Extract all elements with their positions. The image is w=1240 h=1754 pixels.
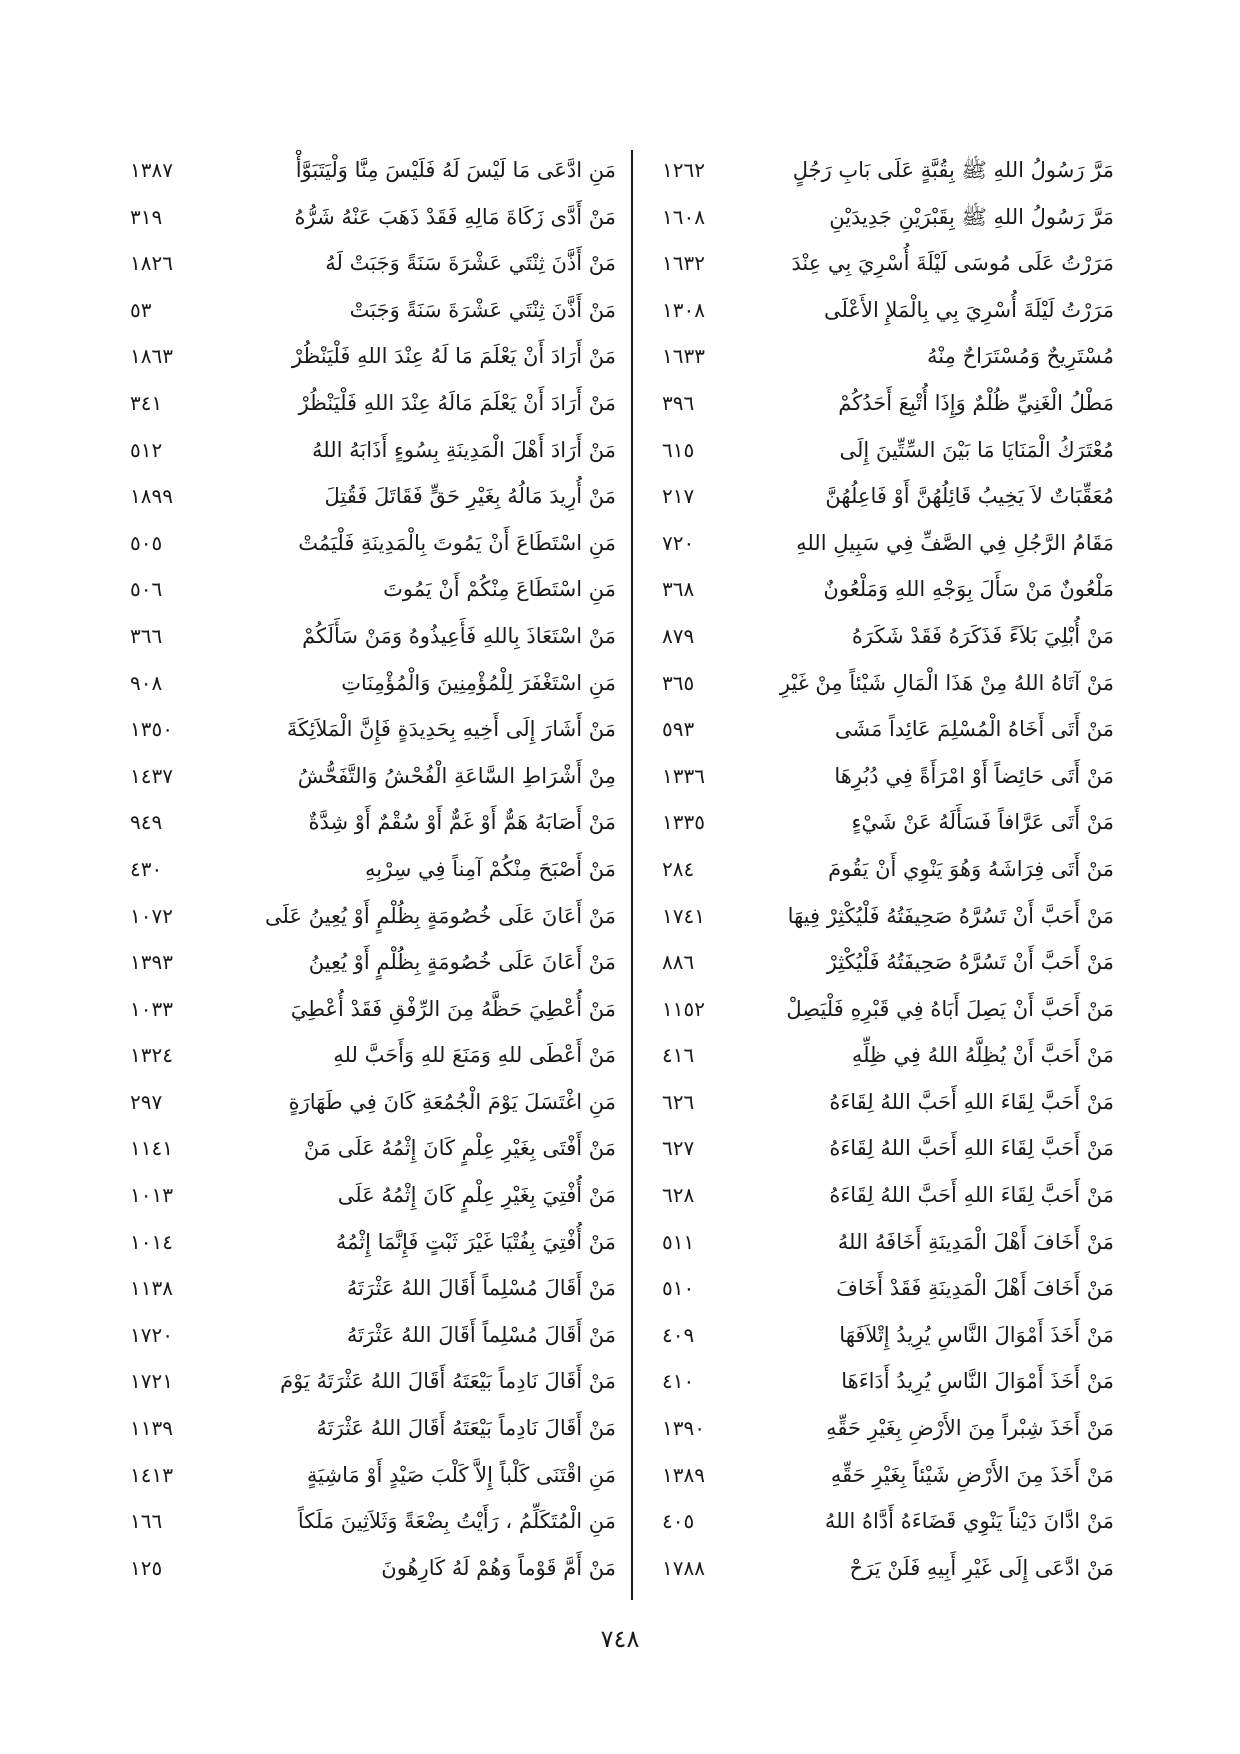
hadith-text: مَنْ أَعْطَى للهِ وَمَنَعَ للهِ وَأَحَبَّ للهِ: [333, 1043, 616, 1068]
hadith-number: ٦٢٧: [662, 1136, 695, 1161]
hadith-number: ٩٠٨: [130, 670, 163, 695]
index-entry: [130, 569, 616, 609]
hadith-text: مَنْ أَذَّنَ ثِنْتَي عَشْرَةَ سَنَةً وَجَبَتْ: [349, 297, 616, 322]
hadith-text: مَنْ أَحَبَّ لِقَاءَ اللهِ أَحَبَّ اللهُ لِقَاءَهُ: [829, 1136, 1114, 1161]
hadith-number: ٢٩٧: [130, 1089, 163, 1114]
index-entry: [130, 523, 616, 563]
hadith-text: مَرَرْتُ عَلَى مُوسَى لَيْلَةَ أُسْرِيَ بِي عِنْدَ: [791, 251, 1114, 276]
index-entry: [662, 1175, 1114, 1215]
index-entry: [130, 150, 616, 190]
index-entry: [662, 1268, 1114, 1308]
hadith-text: مَنِ اقْتَنَى كَلْباً إِلاَّ كَلْبَ صَيْدٍ أَوْ مَاشِيَةٍ: [306, 1462, 616, 1487]
hadith-number: ٤٠٥: [662, 1509, 695, 1534]
hadith-text: مَنْ أَحَبَّ أَنْ يَصِلَ أَبَاهُ فِي قَبْرِهِ فَلْيَصِلْ: [786, 996, 1114, 1021]
index-entry: [662, 1501, 1114, 1541]
hadith-number: ١٠١٣: [130, 1183, 173, 1208]
index-entry: [130, 989, 616, 1029]
index-entry: [662, 616, 1114, 656]
hadith-text: مَقَامُ الرَّجُلِ فِي الصَّفِّ فِي سَبِيلِ اللهِ: [796, 530, 1114, 555]
hadith-text: مَنْ أَقَالَ مُسْلِماً أَقَالَ اللهُ عَثْرَتَهُ: [346, 1276, 616, 1301]
hadith-number: ١٦٣٢: [662, 251, 705, 276]
hadith-text: مَنْ أَمَّ قَوْماً وَهُمْ لَهُ كَارِهُونَ: [381, 1555, 616, 1580]
hadith-text: مَنْ أَعَانَ عَلَى خُصُومَةٍ بِظُلْمٍ أَوْ يُعِينُ: [308, 950, 616, 975]
index-entry: [662, 989, 1114, 1029]
index-entry: [130, 942, 616, 982]
hadith-number: ٢٨٤: [662, 856, 695, 881]
hadith-text: مَرَرْتُ لَيْلَةَ أُسْرِيَ بِي بِالْمَلإِ الأَعْلَى: [824, 297, 1114, 322]
index-entry: [130, 336, 616, 376]
index-entry: [130, 1548, 616, 1588]
hadith-text: مَنْ آتَاهُ اللهُ مِنْ هَذَا الْمَالِ شَيْئاً مِنْ غَيْرِ: [779, 670, 1114, 695]
hadith-number: ١٧٢٠: [130, 1322, 173, 1347]
hadith-number: ١٣٨٧: [130, 158, 173, 182]
hadith-text: مَنْ أَحَبَّ لِقَاءَ اللهِ أَحَبَّ اللهُ لِقَاءَهُ: [829, 1183, 1114, 1208]
hadith-number: ١٣٩٣: [130, 950, 173, 975]
hadith-number: ٥١٢: [130, 437, 163, 462]
hadith-number: ٤٠٩: [662, 1322, 695, 1347]
hadith-number: ١٨٩٩: [130, 484, 173, 509]
hadith-number: ١١٣٨: [130, 1276, 173, 1301]
index-entry: [662, 896, 1114, 936]
index-entry: [662, 290, 1114, 330]
hadith-number: ٤١٦: [662, 1043, 695, 1068]
hadith-text: مَرَّ رَسُولُ اللهِ ﷺ بِقَبْرَيْنِ جَدِيدَيْنِ: [829, 204, 1114, 229]
index-entry: [130, 756, 616, 796]
index-entry: [662, 756, 1114, 796]
hadith-text: مَنْ أَحَبَّ أَنْ يُظِلَّهُ اللهُ فِي ظِلِّهِ: [851, 1043, 1114, 1068]
hadith-text: مَنْ أَخَذَ أَمْوَالَ النَّاسِ يُرِيدُ إِتْلاَفَهَا: [839, 1322, 1114, 1347]
hadith-number: ٨٧٩: [662, 623, 695, 648]
hadith-text: مَنْ أَعَانَ عَلَى خُصُومَةٍ بِظُلْمٍ أَوْ يُعِينُ عَلَى: [265, 903, 616, 928]
index-entry: [662, 150, 1114, 190]
hadith-text: مَنْ أَرَادَ أَنْ يَعْلَمَ مَا لَهُ عِنْدَ اللهِ فَلْيَنْظُرْ: [291, 344, 616, 369]
hadith-number: ٥٠٥: [130, 530, 163, 555]
hadith-number: ٦٢٦: [662, 1089, 695, 1114]
index-entry: [130, 663, 616, 703]
hadith-text: مَنْ أُعْطِيَ حَظَّهُ مِنَ الرِّفْقِ فَقَدْ أُعْطِيَ: [290, 996, 616, 1021]
hadith-text: مَنْ أَفْتَى بِغَيْرِ عِلْمٍ كَانَ إِثْمُهُ عَلَى مَنْ: [303, 1136, 616, 1161]
page-number: ٧٤٨: [600, 1625, 640, 1653]
hadith-text: مُسْتَرِيحٌ وَمُسْتَرَاحٌ مِنْهُ: [927, 344, 1114, 369]
hadith-text: مَلْعُونٌ مَنْ سَأَلَ بِوَجْهِ اللهِ وَمَلْعُونٌ: [823, 577, 1114, 602]
index-entry: [130, 1501, 616, 1541]
hadith-number: ٧٢٠: [662, 530, 695, 555]
index-entry: [662, 1548, 1114, 1588]
index-entry: [662, 849, 1114, 889]
index-entry: [662, 942, 1114, 982]
hadith-number: ١٠١٤: [130, 1229, 173, 1254]
index-entry: [662, 802, 1114, 842]
index-entry: [130, 1128, 616, 1168]
index-entry: [662, 383, 1114, 423]
hadith-number: ١٤٣٧: [130, 763, 173, 788]
hadith-text: مَرَّ رَسُولُ اللهِ ﷺ بِقُبَّةٍ عَلَى بَابِ رَجُلٍ: [792, 158, 1114, 182]
hadith-number: ١١٥٢: [662, 996, 705, 1021]
hadith-number: ١٣٥٠: [130, 717, 173, 742]
hadith-text: مَنْ أَتَى عَرَّافاً فَسَأَلَهُ عَنْ شَيْءٍ: [851, 810, 1114, 835]
index-entry: [662, 1222, 1114, 1262]
hadith-number: ٣١٩: [130, 204, 163, 229]
hadith-text: مَنْ أَقَالَ مُسْلِماً أَقَالَ اللهُ عَثْرَتَهُ: [346, 1322, 616, 1347]
index-entry: [662, 1361, 1114, 1401]
hadith-text: مِنْ أَشْرَاطِ السَّاعَةِ الْفُحْشُ وَالتَّفَحُّشُ: [297, 763, 616, 788]
index-entry: [662, 523, 1114, 563]
hadith-text: مَطْلُ الْغَنِيِّ ظُلْمٌ وَإِذَا أُتْبِعَ أَحَدُكُمْ: [838, 390, 1114, 415]
hadith-text: مَنْ أَرَادَ أَهْلَ الْمَدِينَةِ بِسُوءٍ أَذَابَهُ اللهُ: [312, 437, 616, 462]
hadith-text: مُعَقِّبَاتٌ لاَ يَخِيبُ قَائِلُهُنَّ أَوْ فَاعِلُهُنَّ: [825, 484, 1114, 509]
index-entry: [130, 1455, 616, 1495]
hadith-number: ١٦٣٣: [662, 344, 705, 369]
hadith-text: مَنْ أُفْتِيَ بِغَيْرِ عِلْمٍ كَانَ إِثْمُهُ عَلَى: [337, 1183, 616, 1208]
hadith-text: مَنْ أَتَى أَخَاهُ الْمُسْلِمَ عَائِداً مَشَى: [834, 717, 1114, 742]
hadith-number: ٣٦٨: [662, 577, 695, 602]
hadith-text: مَنْ أَرَادَ أَنْ يَعْلَمَ مَالَهُ عِنْدَ اللهِ فَلْيَنْظُرْ: [298, 390, 616, 415]
hadith-text: مَنْ أَدَّى زَكَاةَ مَالِهِ فَقَدْ ذَهَبَ عَنْهُ شَرُّهُ: [294, 204, 616, 229]
hadith-number: ٥٣: [130, 297, 152, 322]
hadith-number: ٣٦٦: [130, 623, 163, 648]
hadith-number: ١٣٣٦: [662, 763, 705, 788]
hadith-number: ٤٣٠: [130, 856, 163, 881]
index-entry: [130, 197, 616, 237]
hadith-number: ١٨٢٦: [130, 251, 173, 276]
hadith-number: ١٧٢١: [130, 1369, 173, 1394]
hadith-number: ١٣٩٠: [662, 1416, 705, 1441]
hadith-text: مَنْ أَقَالَ نَادِماً بَيْعَتَهُ أَقَالَ اللهُ عَثْرَتَهُ يَوْمَ: [280, 1369, 616, 1394]
hadith-number: ٥٠٦: [130, 577, 163, 602]
hadith-text: مَنْ أَتَى حَائِضاً أَوْ امْرَأَةً فِي دُبُرِهَا: [834, 763, 1114, 788]
index-entry: [662, 430, 1114, 470]
hadith-number: ٥١٠: [662, 1276, 695, 1301]
hadith-text: مَنْ أَتَى فِرَاشَهُ وَهُوَ يَنْوِي أَنْ يَقُومَ: [828, 856, 1114, 881]
hadith-number: ٣٤١: [130, 390, 163, 415]
index-entry: [662, 1455, 1114, 1495]
index-entry: [662, 243, 1114, 283]
hadith-text: مَنْ ادَّانَ دَيْناً يَنْوِي قَضَاءَهُ أَدَّاهُ اللهُ: [824, 1509, 1114, 1534]
hadith-text: مَنْ ادَّعَى إِلَى غَيْرِ أَبِيهِ فَلَنْ يَرَحْ: [849, 1555, 1114, 1580]
column-divider: [631, 150, 633, 1600]
index-entry: [662, 1082, 1114, 1122]
index-entry: [130, 1175, 616, 1215]
hadith-text: مَنْ أَصْبَحَ مِنْكُمْ آمِناً فِي سِرْبِهِ: [365, 856, 616, 881]
index-entry: [662, 1035, 1114, 1075]
hadith-text: مَنْ أَخَذَ مِنَ الأَرْضِ شَيْئاً بِغَيْرِ حَقِّهِ: [830, 1462, 1114, 1487]
hadith-text: مَنْ أَخَافَ أَهْلَ الْمَدِينَةِ فَقَدْ أَخَافَ: [836, 1276, 1114, 1301]
hadith-text: مَنْ أَحَبَّ أَنْ تَسُرَّهُ صَحِيفَتُهُ فَلْيُكْثِرْ: [826, 950, 1114, 975]
hadith-number: ١٦٠٨: [662, 204, 705, 229]
hadith-number: ١٨٦٣: [130, 344, 173, 369]
hadith-number: ١١٤١: [130, 1136, 173, 1161]
hadith-text: مَنْ أَشَارَ إِلَى أَخِيهِ بِحَدِيدَةٍ فَإِنَّ الْمَلاَئِكَةَ: [286, 717, 616, 742]
index-entry: [130, 476, 616, 516]
hadith-text: مَنْ أُرِيدَ مَالُهُ بِغَيْرِ حَقٍّ فَقَاتَلَ فَقُتِلَ: [324, 484, 616, 509]
index-entry: [130, 849, 616, 889]
hadith-number: ٢١٧: [662, 484, 695, 509]
index-entry: [662, 663, 1114, 703]
hadith-number: ١٠٧٢: [130, 903, 173, 928]
hadith-number: ١٢٦٢: [662, 158, 705, 182]
hadith-text: مَنْ أَخَذَ أَمْوَالَ النَّاسِ يُرِيدُ أَدَاءَهَا: [841, 1369, 1114, 1394]
hadith-text: مَنْ أَقَالَ نَادِماً بَيْعَتَهُ أَقَالَ اللهُ عَثْرَتَهُ: [316, 1416, 616, 1441]
hadith-number: ١٠٣٣: [130, 996, 173, 1021]
hadith-text: مَنْ أَذَّنَ ثِنْتَي عَشْرَةَ سَنَةً وَجَبَتْ لَهُ: [325, 251, 616, 276]
index-entry: [130, 243, 616, 283]
hadith-number: ١١٣٩: [130, 1416, 173, 1441]
index-entry: [130, 290, 616, 330]
hadith-text: مَنْ أَصَابَهُ هَمٌّ أَوْ غَمٌّ أَوْ سُقْمٌ أَوْ شِدَّةٌ: [308, 810, 616, 835]
index-entry: [130, 1222, 616, 1262]
hadith-number: ١٣٣٥: [662, 810, 705, 835]
hadith-number: ٨٨٦: [662, 950, 695, 975]
index-entry: [662, 336, 1114, 376]
index-entry: [130, 430, 616, 470]
index-column-left: [130, 150, 616, 1600]
index-entry: [130, 896, 616, 936]
hadith-text: مَنْ أُبْلِيَ بَلاَءً فَذَكَرَهُ فَقَدْ شَكَرَهُ: [851, 623, 1114, 648]
hadith-number: ١٤١٣: [130, 1462, 173, 1487]
hadith-number: ١٧٨٨: [662, 1555, 705, 1580]
hadith-text: مُعْتَرَكُ الْمَنَايَا مَا بَيْنَ السِّتِّينَ إِلَى: [839, 437, 1114, 462]
hadith-number: ٥١١: [662, 1229, 695, 1254]
hadith-number: ١٣٠٨: [662, 297, 705, 322]
index-entry: [130, 616, 616, 656]
index-entry: [662, 569, 1114, 609]
index-entry: [130, 1268, 616, 1308]
hadith-number: ١٦٦: [130, 1509, 163, 1534]
index-entry: [130, 1361, 616, 1401]
index-entry: [662, 1408, 1114, 1448]
hadith-text: مَنْ أَخَافَ أَهْلَ الْمَدِينَةِ أَخَافَهُ اللهُ: [837, 1229, 1114, 1254]
index-entry: [662, 197, 1114, 237]
hadith-text: مَنِ ادَّعَى مَا لَيْسَ لَهُ فَلَيْسَ مِنَّا وَلْيَتَبَوَّأْ: [295, 158, 616, 182]
index-entry: [130, 383, 616, 423]
hadith-number: ٦٢٨: [662, 1183, 695, 1208]
hadith-text: مَنْ أَحَبَّ أَنْ تَسُرَّهُ صَحِيفَتُهُ فَلْيُكْثِرْ فِيهَا: [787, 903, 1114, 928]
index-entry: [130, 802, 616, 842]
hadith-number: ١٣٢٤: [130, 1043, 173, 1068]
hadith-number: ٣٦٥: [662, 670, 695, 695]
hadith-text: مَنْ اسْتَعَاذَ بِاللهِ فَأَعِيذُوهُ وَمَنْ سَأَلَكُمْ: [302, 623, 616, 648]
index-column-right: [662, 150, 1114, 1600]
index-entry: [662, 709, 1114, 749]
hadith-text: مَنِ الْمُتَكَلِّمُ ، رَأَيْتُ بِضْعَةً وَثَلاَثِينَ مَلَكاً: [297, 1509, 616, 1534]
index-entry: [130, 1082, 616, 1122]
hadith-text: مَنِ اسْتَطَاعَ مِنْكُمْ أَنْ يَمُوتَ: [383, 577, 616, 602]
hadith-number: ٩٤٩: [130, 810, 163, 835]
hadith-number: ٤١٠: [662, 1369, 695, 1394]
hadith-number: ٦١٥: [662, 437, 695, 462]
index-entry: [662, 476, 1114, 516]
hadith-number: ٥٩٣: [662, 717, 695, 742]
hadith-text: مَنْ أَحَبَّ لِقَاءَ اللهِ أَحَبَّ اللهُ لِقَاءَهُ: [829, 1089, 1114, 1114]
index-entry: [130, 709, 616, 749]
hadith-number: ١٢٥: [130, 1555, 163, 1580]
hadith-text: مَنْ أَخَذَ شِبْراً مِنَ الأَرْضِ بِغَيْرِ حَقِّهِ: [826, 1416, 1114, 1441]
hadith-number: ١٧٤١: [662, 903, 705, 928]
hadith-text: مَنِ اسْتَغْفَرَ لِلْمُؤْمِنِينَ وَالْمُؤْمِنَاتِ: [341, 670, 616, 695]
index-entry: [662, 1128, 1114, 1168]
index-entry: [130, 1408, 616, 1448]
hadith-number: ١٣٨٩: [662, 1462, 705, 1487]
index-entry: [130, 1035, 616, 1075]
hadith-text: مَنِ اسْتَطَاعَ أَنْ يَمُوتَ بِالْمَدِينَةِ فَلْيَمُتْ: [298, 530, 616, 555]
index-entry: [662, 1315, 1114, 1355]
index-entry: [130, 1315, 616, 1355]
hadith-text: مَنِ اغْتَسَلَ يَوْمَ الْجُمُعَةِ كَانَ فِي طَهَارَةٍ: [288, 1089, 616, 1114]
hadith-text: مَنْ أُفْتِيَ بِفُتْيَا غَيْرَ ثَبْتٍ فَإِنَّمَا إِثْمُهُ: [335, 1229, 616, 1254]
hadith-number: ٣٩٦: [662, 390, 695, 415]
